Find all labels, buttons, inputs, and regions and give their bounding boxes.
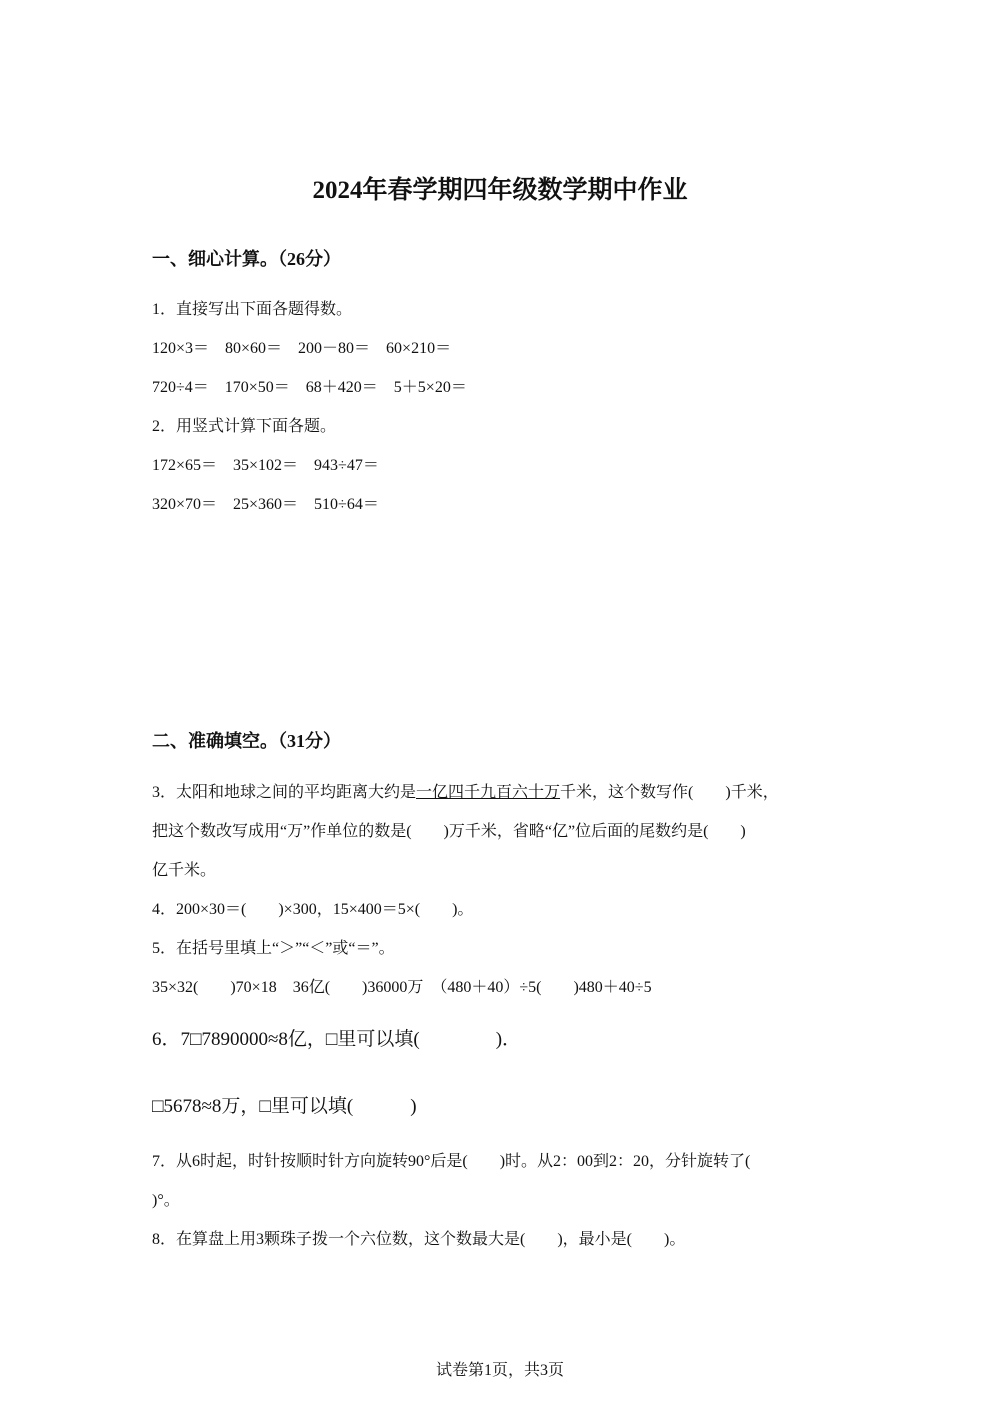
question-7-line-2: )°。 (152, 1192, 180, 1209)
question-2-label: 2．用竖式计算下面各题。 (152, 418, 337, 435)
question-1-row-2: 720÷4＝ 170×50＝ 68＋420＝ 5＋5×20＝ (152, 379, 467, 396)
page-title: 2024年春学期四年级数学期中作业 (312, 177, 688, 204)
question-3-suffix: 千米，这个数写作( )千米， (560, 784, 779, 801)
question-4: 4．200×30＝( )×300，15×400＝5×( )。 (152, 901, 474, 918)
question-6-line-2: □5678≈8万，□里可以填( ) (152, 1096, 417, 1117)
question-3-line-1 (152, 783, 779, 803)
question-3-line-3: 亿千米。 (152, 862, 217, 879)
question-7-line-1: 7．从6时起，时针按顺时针方向旋转90°后是( )时。从2：00到2：20，分针旋转了( (152, 1153, 751, 1170)
question-8: 8．在算盘上用3颗珠子拨一个六位数，这个数最大是( )，最小是( )。 (152, 1231, 686, 1248)
question-6-line-1: 6．7□7890000≈8亿，□里可以填( )． (152, 1029, 522, 1050)
section-heading-1: 一、细心计算。（26分） (152, 249, 341, 269)
question-3-prefix: 3．太阳和地球之间的平均距离大约是 (152, 784, 417, 801)
section-heading-2: 二、准确填空。（31分） (152, 731, 341, 751)
question-2-row-1: 172×65＝ 35×102＝ 943÷47＝ (152, 457, 379, 474)
question-2-row-2: 320×70＝ 25×360＝ 510÷64＝ (152, 496, 379, 513)
question-5-label: 5．在括号里填上“＞”“＜”或“＝”。 (152, 940, 395, 957)
question-5-items: 35×32( )70×18 36亿( )36000万 （480＋40）÷5( )480＋40÷5 (152, 979, 652, 996)
question-3-underlined-number: 一亿四千九百六十万 (416, 784, 561, 801)
question-1-row-1: 120×3＝ 80×60＝ 200－80＝ 60×210＝ (152, 340, 452, 357)
question-1-label: 1．直接写出下面各题得数。 (152, 301, 353, 318)
page-footer: 试卷第1页，共3页 (435, 1362, 564, 1379)
question-3-line-2: 把这个数改写成用“万”作单位的数是( )万千米，省略“亿”位后面的尾数约是( ) (152, 823, 746, 840)
